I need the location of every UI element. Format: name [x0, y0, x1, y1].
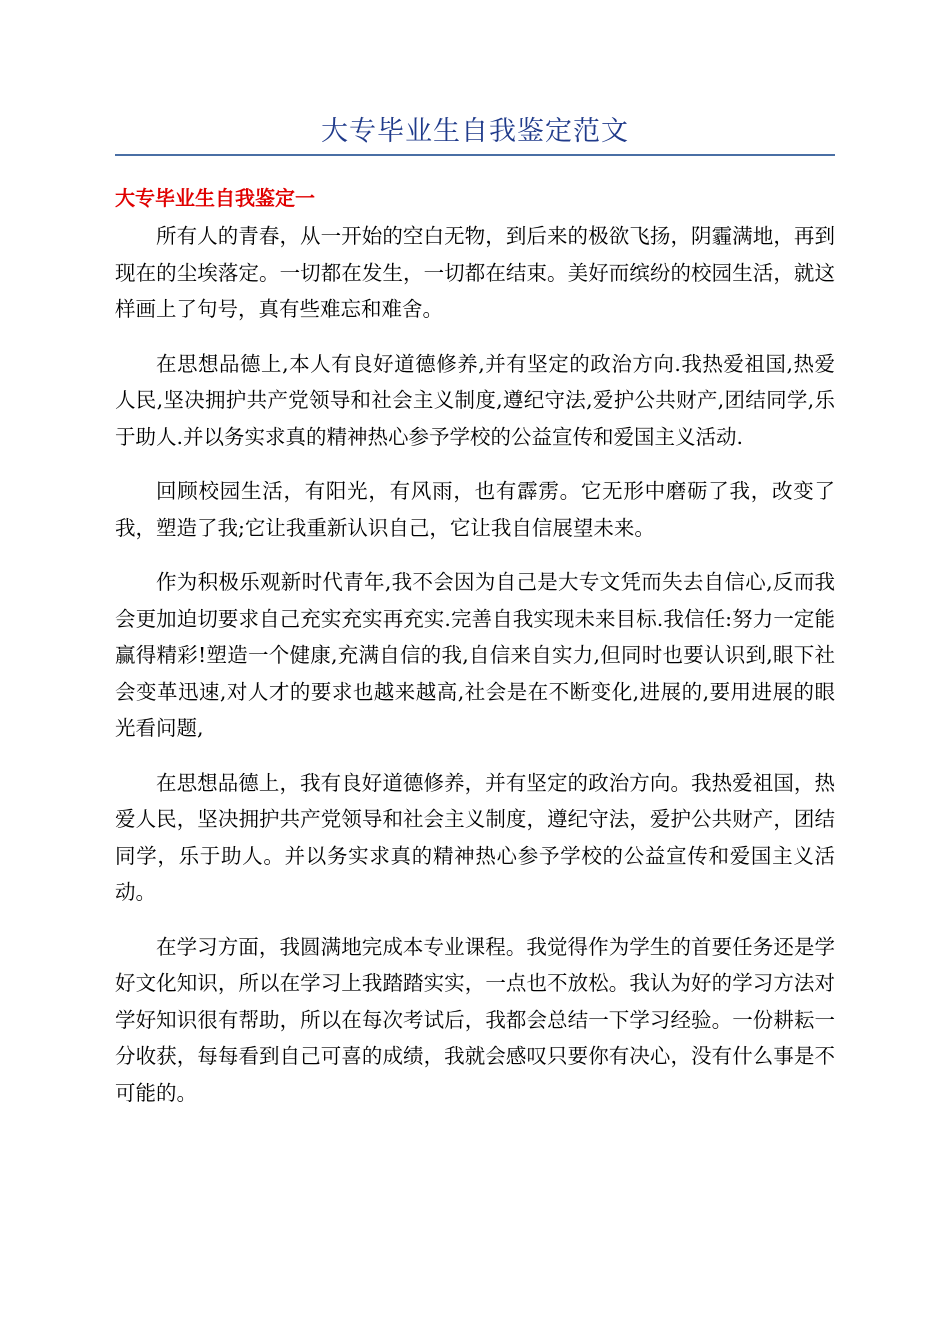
paragraph-2: 在思想品德上,本人有良好道德修养,并有坚定的政治方向.我热爱祖国,热爱人民,坚决拥护共产党领导和社会主义制度,遵纪守法,爱护公共财产,团结同学,乐于助人.并以务实求真的精神热心参予学校的公益宣传和爱国主义活动. [115, 351, 835, 449]
paragraph-5: 在思想品德上，我有良好道德修养，并有坚定的政治方向。我热爱祖国，热爱人民，坚决拥护共产党领导和社会主义制度，遵纪守法，爱护公共财产，团结同学，乐于助人。并以务实求真的精神热心参予学校的公益宣传和爱国主义活动。 [115, 770, 835, 904]
paragraph-3: 回顾校园生活，有阳光，有风雨，也有霹雳。它无形中磨砺了我，改变了我，塑造了我;它让我重新认识自己，它让我自信展望未来。 [115, 479, 835, 540]
document-page [115, 112, 835, 1129]
document-title: 大专毕业生自我鉴定范文 [321, 116, 629, 147]
paragraph-1: 所有人的青春，从一开始的空白无物，到后来的极欲飞扬，阴霾满地，再到现在的尘埃落定。一切都在发生，一切都在结束。美好而缤纷的校园生活，就这样画上了句号，真有些难忘和难舍。 [115, 224, 835, 321]
paragraph-4: 作为积极乐观新时代青年,我不会因为自己是大专文凭而失去自信心,反而我会更加迫切要求自己充实充实再充实.完善自我实现未来目标.我信任:努力一定能赢得精彩!塑造一个健康,充满自信的我,自信来自实力,但同时也要认识到,眼下社会变革迅速,对人才的要求也越来越高,社会是在不断变化,进展的,要用进展的眼光看问题, [115, 570, 835, 740]
body-text [115, 218, 835, 1111]
title-underline [115, 154, 835, 156]
section-heading: 大专毕业生自我鉴定一 [115, 186, 315, 210]
paragraph-6: 在学习方面，我圆满地完成本专业课程。我觉得作为学生的首要任务还是学好文化知识，所以在学习上我踏踏实实，一点也不放松。我认为好的学习方法对学好知识很有帮助，所以在每次考试后，我都会总结一下学习经验。一份耕耘一分收获，每每看到自己可喜的成绩，我就会感叹只要你有决心，没有什么事是不可能的。 [115, 934, 835, 1105]
